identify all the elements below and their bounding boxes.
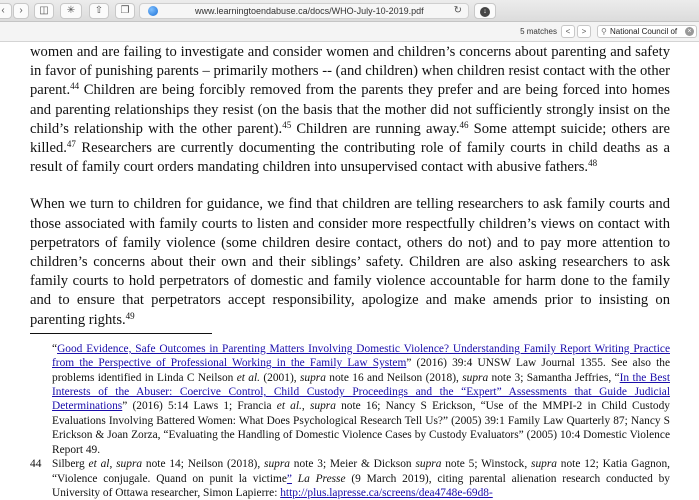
chevron-left-icon: <: [565, 27, 571, 36]
share-icon: ⇧: [94, 5, 104, 16]
chevron-right-icon: ›: [19, 5, 23, 16]
text-run: ,: [301, 400, 310, 413]
footnote-ref-48[interactable]: 48: [588, 158, 598, 169]
downloads-button[interactable]: [474, 3, 496, 19]
text-run: “: [52, 342, 58, 355]
find-input[interactable]: [597, 25, 697, 38]
text-run: (2001),: [260, 371, 300, 384]
address-url: www.learningtoendabuse.ca/docs/WHO-July-10-2019.pdf: [195, 6, 424, 16]
find-bar: [0, 22, 699, 42]
previous-match-button[interactable]: [561, 25, 575, 38]
footnote-text: [52, 457, 670, 500]
text-run: When we turn to children for guidance, we find that children are telling researchers to ask family courts and those associated with family courts to listen and consider more respectfully children’s views on contact with perpetrators of family violence (some children desire contact, others do not) and to pay more attention to children’s concerns about their own and their siblings’ safety. Children are also asking researchers to ask family courts to hold perpetrators of domestic and family violence accountable for harm done to the family and to ensure that perpetrators accept responsibility, apologize and make amends prior to insisting on parenting rights.: [30, 196, 670, 328]
browser-toolbar: [0, 0, 699, 22]
text-run: note 14; Neilson (2018),: [142, 458, 265, 471]
text-run: note 5; Winstock,: [441, 458, 532, 471]
text-run: ,: [109, 458, 117, 471]
footnote-text: [52, 342, 670, 457]
text-run: et al.: [276, 400, 302, 413]
match-count: 5 matches: [520, 27, 557, 36]
text-run: supra: [299, 371, 326, 384]
text-run: note 3; Meier & Dickson: [289, 458, 416, 471]
text-run: et al.: [236, 371, 260, 384]
text-run: et al: [88, 458, 110, 471]
text-run: women and are failing to investigate and consider women and children’s concerns about parenting and safety in favor of punishing parents – primarily mothers -- (and children) when children resist contact with the other parent.: [30, 44, 670, 99]
text-run: supra: [462, 371, 489, 384]
text-run: Children are being forcibly removed from the parents they prefer and are being forced into homes and parenting relationships they resist (on the basis that the mother did not sufficiently strongly insist on the child’s relationship with the other parent).: [30, 82, 670, 137]
text-run: supra: [415, 458, 442, 471]
globe-icon: [148, 6, 158, 16]
search-icon: ⚲: [601, 27, 607, 36]
url-link[interactable]: http://plus.lapresse.ca/screens/dea4748e-69d8-: [280, 486, 493, 499]
citation-link[interactable]: In the Best Interests of the Abuser: Coercive Control, Child Custody Proceedings and the “Expert” Assessments that Guide Judicial Determinations: [52, 371, 670, 413]
text-run: La Presse: [297, 472, 346, 485]
text-run: Children are running away.: [291, 120, 460, 137]
footnote-44: [30, 457, 670, 500]
text-run: note 16 and Neilson (2018),: [325, 371, 463, 384]
citation-link[interactable]: Good Evidence, Safe Outcomes in Parenting Matters Involving Domestic Violence? Understanding Family Report Writing Practice from the Perspective of Professional Working in the Family Law System: [52, 342, 670, 370]
text-run: note 12; Katia Gagnon, “Violence conjugale. Quand on punit la victime: [52, 458, 671, 485]
text-run: ” (2016) 5:14 Laws 1; Francia: [122, 400, 277, 413]
forward-button[interactable]: [13, 3, 29, 19]
text-run: supra: [264, 458, 290, 471]
reader-button[interactable]: [60, 3, 82, 19]
text-run: Silberg: [52, 458, 89, 471]
footnote-number: 44: [30, 458, 42, 471]
body-paragraph-1: [30, 43, 670, 177]
footnote-ref-47[interactable]: 47: [66, 139, 76, 150]
chevron-right-icon: >: [581, 27, 587, 36]
star-icon: ✳: [66, 5, 76, 16]
text-run: note 3; Samantha Jeffries, “: [488, 371, 620, 384]
text-run: note 16; Nancy S Erickson, “Use of the MMPI-2 in Child Custody Evaluations Involving Battered Women: What Does Psychological Research Tell Us?” (2005) 39:1 Family Law Quarterly 87; Nancy S Erickson & Joan Zorza, “Evaluating the Handling of Domestic Violence Cases by Custody Evaluators” (2005) 10:4 Domestic Violence Report 49.: [52, 400, 670, 456]
text-run: supra: [531, 458, 557, 471]
text-run: supra: [309, 400, 336, 413]
reload-icon[interactable]: ↻: [453, 5, 462, 16]
clear-icon[interactable]: ×: [685, 27, 694, 36]
text-run: supra: [116, 458, 143, 471]
text-run: Some attempt suicide; others are killed.: [30, 120, 671, 157]
tabs-button[interactable]: [115, 3, 135, 19]
citation-link[interactable]: ”: [286, 472, 292, 485]
share-button[interactable]: [89, 3, 109, 19]
footnote-ref-44[interactable]: 44: [70, 81, 80, 92]
footnote-43: [30, 342, 670, 457]
text-run: ” (2016) 39:4 UNSW Law Journal 1355. See also the problems identified in Linda C Neilson: [52, 357, 670, 384]
tabs-icon: ❐: [120, 5, 130, 16]
sidebar-button[interactable]: [34, 3, 54, 19]
download-icon: ↓: [480, 7, 490, 17]
footnotes: [30, 342, 670, 500]
text-run: (9 March 2019), citing parental alienation research conducted by University of Ottawa researcher, Simon Lapierre:: [52, 472, 670, 499]
sidebar-icon: ◫: [39, 5, 49, 16]
footnote-ref-49[interactable]: 49: [125, 310, 135, 321]
footnote-ref-46[interactable]: 46: [459, 119, 469, 130]
address-bar[interactable]: [139, 3, 469, 19]
chevron-left-icon: ‹: [1, 5, 5, 16]
body-paragraph-2: [30, 195, 670, 329]
find-query: National Council of: [610, 27, 678, 36]
footnote-ref-45[interactable]: 45: [282, 119, 292, 130]
back-button[interactable]: [0, 3, 12, 19]
footnote-number: [30, 342, 52, 457]
pdf-page: [30, 43, 670, 500]
text-run: Researchers are currently documenting the contributing role of family courts in child deaths as a result of family court orders mandating children into unsupervised contact with abusive fathers.: [30, 140, 670, 176]
footnote-divider: [30, 333, 212, 334]
next-match-button[interactable]: [577, 25, 591, 38]
